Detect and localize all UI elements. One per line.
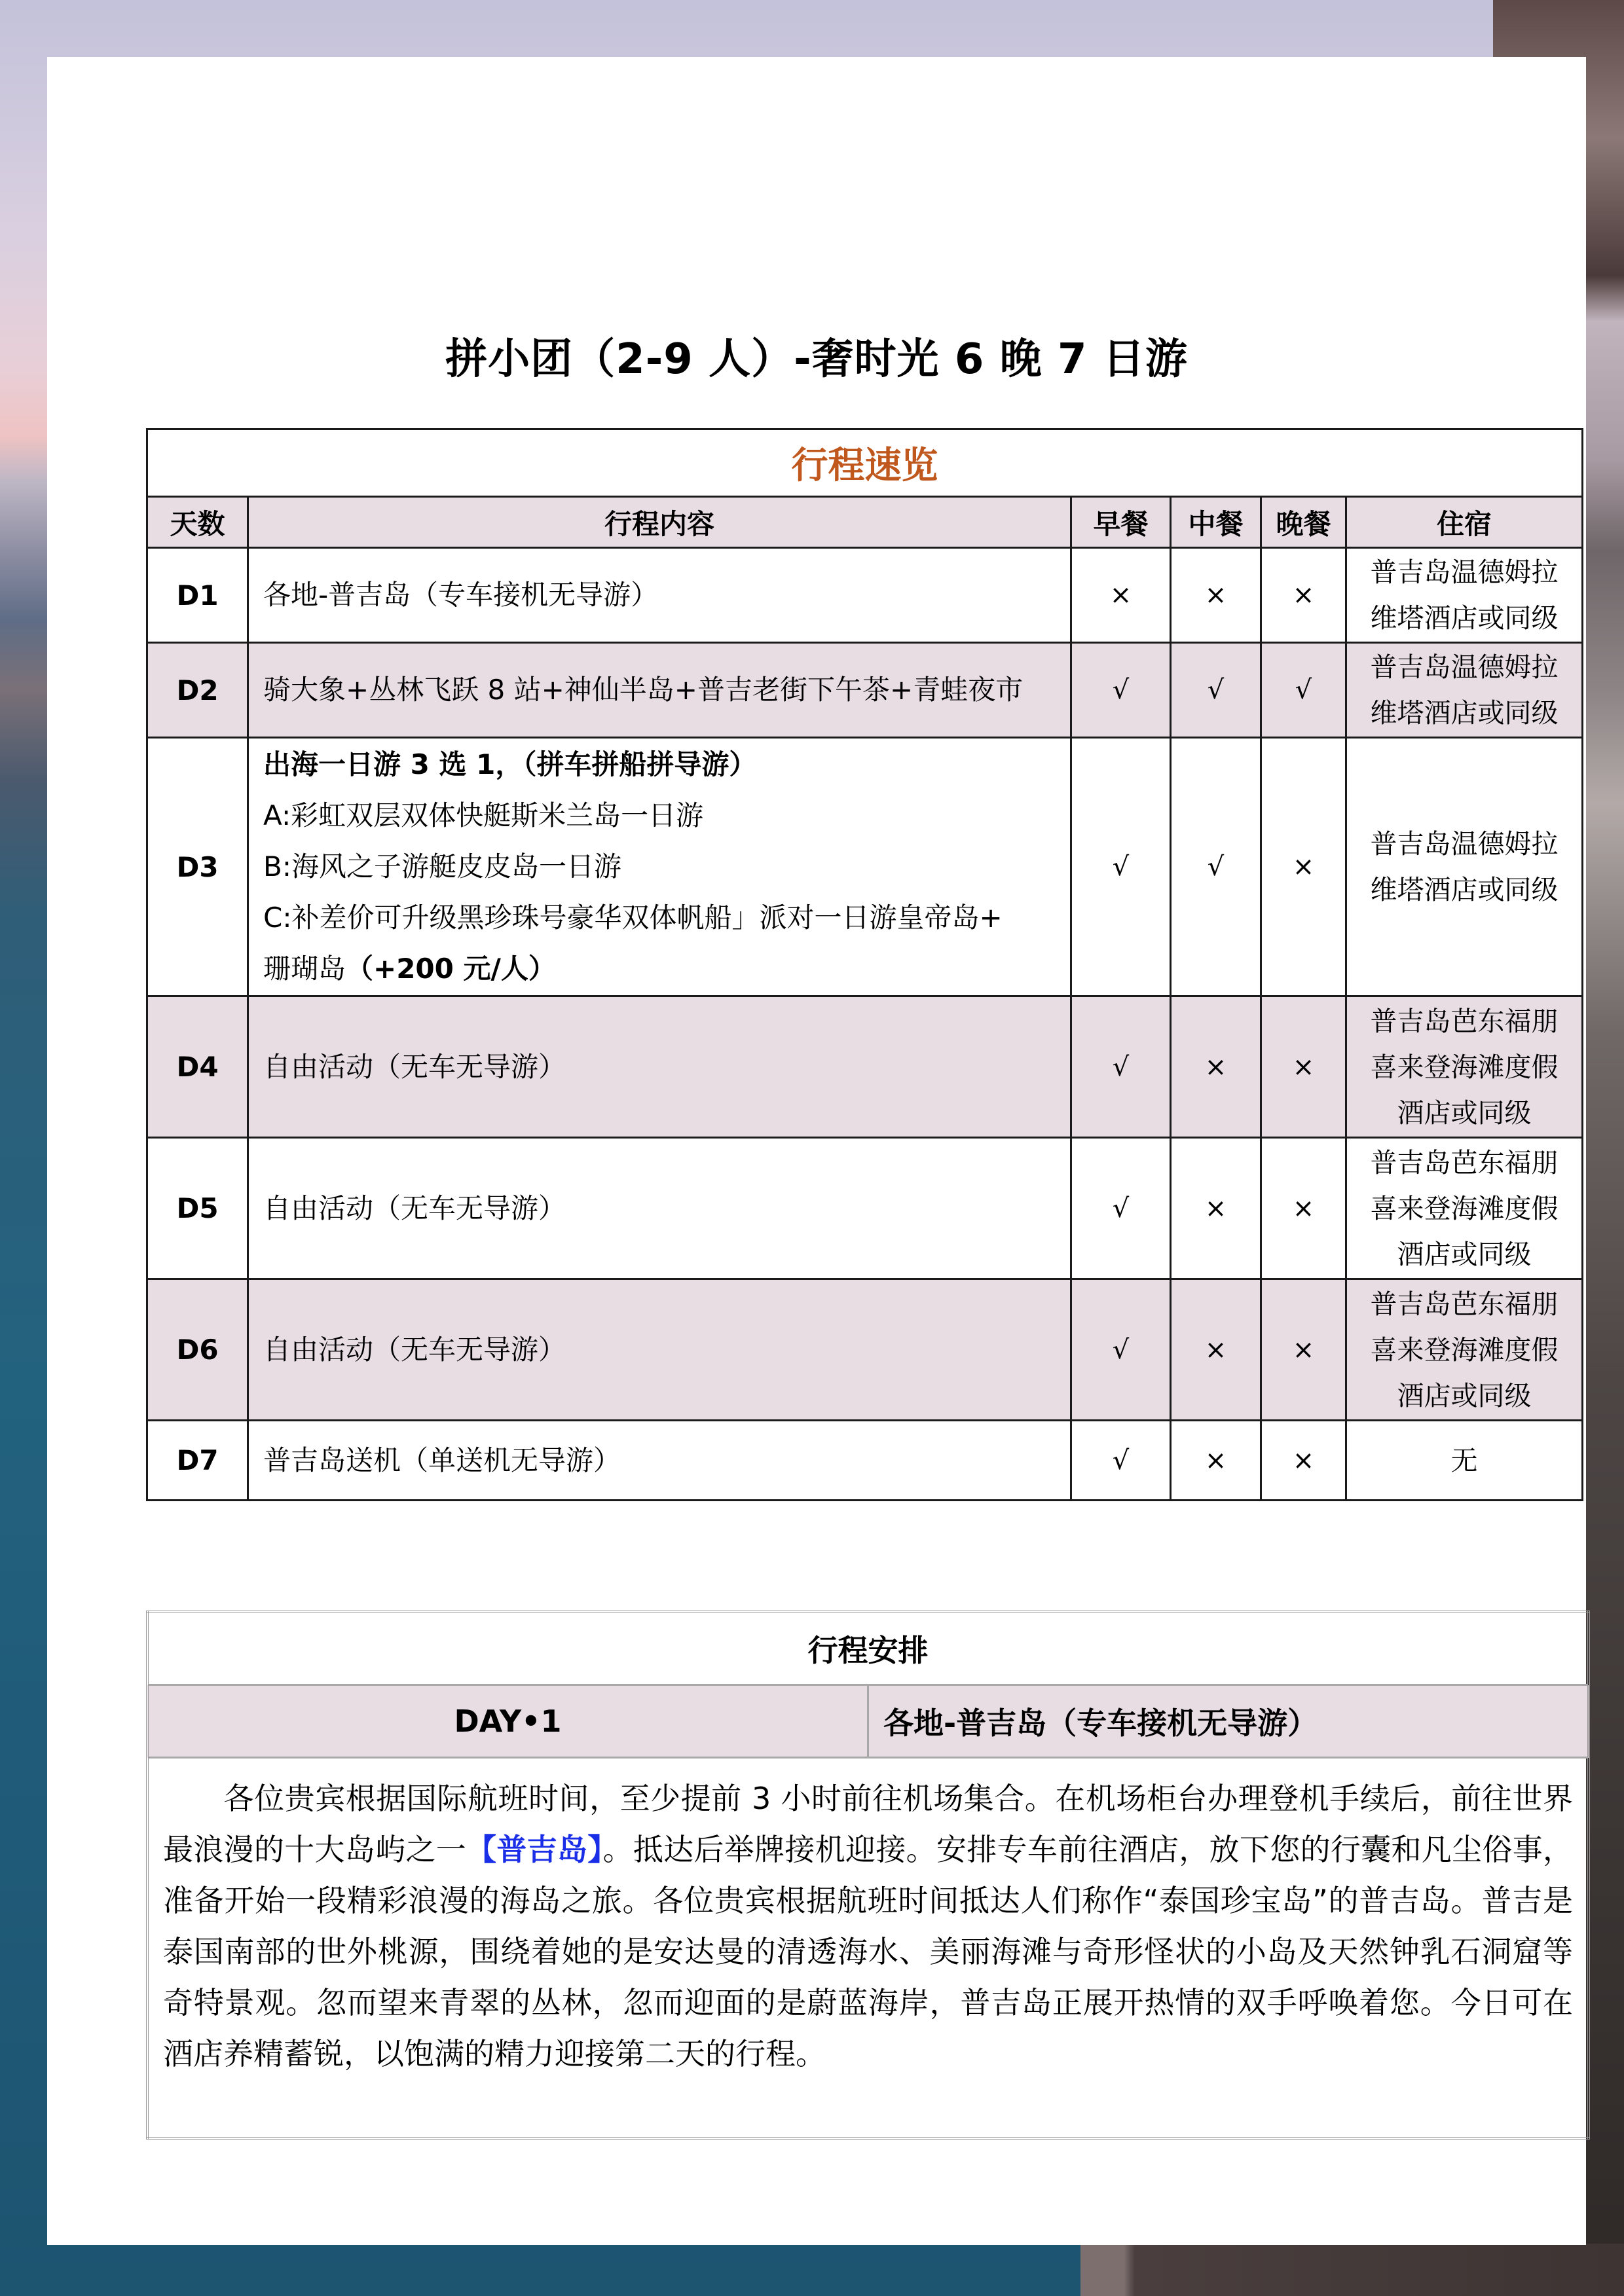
day-cell: D2 — [147, 643, 248, 738]
d3-option-c-cont: 珊瑚岛（+200 元/人） — [263, 953, 556, 985]
content-cell — [248, 738, 1071, 996]
dinner-cell: × — [1261, 1279, 1346, 1421]
dinner-cell: × — [1261, 996, 1346, 1138]
table-row — [147, 643, 1583, 738]
day-cell: D5 — [147, 1138, 248, 1279]
d3-option-b: B:海风之子游艇皮皮岛一日游 — [263, 850, 621, 883]
content-cell: 自由活动（无车无导游） — [248, 1138, 1071, 1279]
dinner-cell: × — [1261, 738, 1346, 996]
lunch-cell: × — [1171, 548, 1261, 643]
header-content: 行程内容 — [248, 497, 1071, 548]
hotel-cell: 普吉岛芭东福朋 喜来登海滩度假 酒店或同级 — [1346, 1279, 1583, 1421]
content-cell: 各地-普吉岛（专车接机无导游） — [248, 548, 1071, 643]
surcharge: （+200 元/人） — [346, 953, 556, 985]
day-label: DAY•1 — [147, 1685, 868, 1758]
schedule-title-row — [147, 1612, 1589, 1685]
dinner-cell: √ — [1261, 643, 1346, 738]
dinner-cell: × — [1261, 1138, 1346, 1279]
d3-option-a: A:彩虹双层双体快艇斯米兰岛一日游 — [263, 799, 704, 831]
table-row — [147, 996, 1583, 1138]
day-cell: D6 — [147, 1279, 248, 1421]
day-cell: D4 — [147, 996, 248, 1138]
breakfast-cell: √ — [1071, 996, 1171, 1138]
schedule-body-row — [147, 1758, 1589, 2139]
table-row — [147, 1421, 1583, 1501]
overview-title-row — [147, 429, 1583, 497]
overview-title: 行程速览 — [147, 429, 1583, 497]
header-day: 天数 — [147, 497, 248, 548]
document-page — [47, 57, 1586, 2245]
breakfast-cell: √ — [1071, 1279, 1171, 1421]
content-cell: 自由活动（无车无导游） — [248, 1279, 1071, 1421]
lunch-cell: × — [1171, 1138, 1261, 1279]
breakfast-cell: √ — [1071, 1421, 1171, 1501]
lunch-cell: × — [1171, 996, 1261, 1138]
day-title: 各地-普吉岛（专车接机无导游） — [868, 1685, 1589, 1758]
schedule-title: 行程安排 — [147, 1612, 1589, 1685]
breakfast-cell: √ — [1071, 738, 1171, 996]
background-photo-bottom — [1080, 2244, 1624, 2296]
hotel-cell: 普吉岛温德姆拉 维塔酒店或同级 — [1346, 643, 1583, 738]
lunch-cell: × — [1171, 1421, 1261, 1501]
lunch-cell: × — [1171, 1279, 1261, 1421]
hotel-cell: 普吉岛芭东福朋 喜来登海滩度假 酒店或同级 — [1346, 1138, 1583, 1279]
day-cell: D1 — [147, 548, 248, 643]
header-hotel: 住宿 — [1346, 497, 1583, 548]
d3-options-title: 出海一日游 3 选 1，（拼车拼船拼导游） — [263, 748, 757, 780]
page-title: 拼小团（2-9 人）-奢时光 6 晚 7 日游 — [445, 335, 1188, 384]
day-cell: D3 — [147, 738, 248, 996]
daily-schedule-table — [146, 1611, 1590, 2140]
lunch-cell: √ — [1171, 738, 1261, 996]
itinerary-overview-table — [146, 428, 1583, 1501]
content-cell: 骑大象+丛林飞跃 8 站+神仙半岛+普吉老街下午茶+青蛙夜市 — [248, 643, 1071, 738]
breakfast-cell: × — [1071, 548, 1171, 643]
hotel-cell: 无 — [1346, 1421, 1583, 1501]
hotel-cell: 普吉岛温德姆拉 维塔酒店或同级 — [1346, 548, 1583, 643]
hotel-cell: 普吉岛温德姆拉 维塔酒店或同级 — [1346, 738, 1583, 996]
lunch-cell: √ — [1171, 643, 1261, 738]
breakfast-cell: √ — [1071, 643, 1171, 738]
header-lunch: 中餐 — [1171, 497, 1261, 548]
header-dinner: 晚餐 — [1261, 497, 1346, 548]
schedule-day-row — [147, 1685, 1589, 1758]
dinner-cell: × — [1261, 548, 1346, 643]
table-row — [147, 1279, 1583, 1421]
table-row — [147, 1138, 1583, 1279]
breakfast-cell: √ — [1071, 1138, 1171, 1279]
content-cell: 自由活动（无车无导游） — [248, 996, 1071, 1138]
hotel-cell: 普吉岛芭东福朋 喜来登海滩度假 酒店或同级 — [1346, 996, 1583, 1138]
phuket-highlight: 【普吉岛】 — [466, 1832, 603, 1867]
table-row — [147, 738, 1583, 996]
table-row — [147, 548, 1583, 643]
dinner-cell: × — [1261, 1421, 1346, 1501]
day-cell: D7 — [147, 1421, 248, 1501]
content-cell: 普吉岛送机（单送机无导游） — [248, 1421, 1071, 1501]
overview-header-row — [147, 497, 1583, 548]
d3-option-c: C:补差价可升级黑珍珠号豪华双体帆船」派对一日游皇帝岛+ — [263, 902, 1003, 934]
day-description: 各位贵宾根据国际航班时间，至少提前 3 小时前往机场集合。在机场柜台办理登机手续后，前往世界最浪漫的十大岛屿之一【普吉岛】。抵达后举牌接机迎接。安排专车前往酒店，放下您的行囊和凡尘俗事，准备开始一段精彩浪漫的海岛之旅。各位贵宾根据航班时间抵达人们称作“泰国珍宝岛”的普吉岛。普吉是泰国南部的世外桃源，围绕着她的是安达曼的清透海水、美丽海滩与奇形怪状的小岛及天然钟乳石洞窟等奇特景观。忽而望来青翠的丛林，忽而迎面的是蔚蓝海岸，普吉岛正展开热情的双手呼唤着您。今日可在酒店养精蓄锐，以饱满的精力迎接第二天的行程。 — [147, 1758, 1589, 2139]
header-breakfast: 早餐 — [1071, 497, 1171, 548]
